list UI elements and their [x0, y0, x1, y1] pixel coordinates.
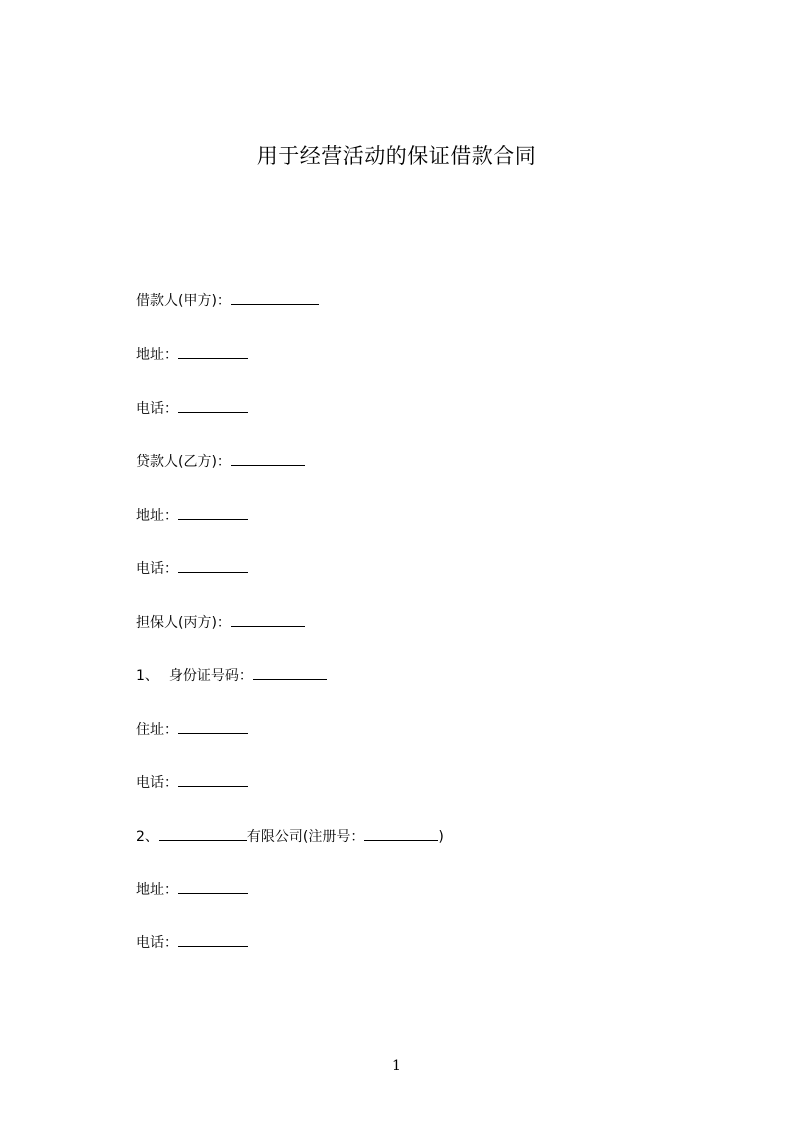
borrower-label: 借款人(甲方)： — [136, 293, 231, 309]
registration-number-blank — [364, 826, 438, 841]
company-phone-label: 电话： — [136, 935, 178, 951]
lender-phone-blank — [178, 558, 248, 573]
borrower-address-label: 地址： — [136, 347, 178, 363]
residence-blank — [178, 719, 248, 734]
guarantor-residence-line — [136, 719, 248, 740]
borrower-address-blank — [178, 344, 248, 359]
list-marker-1: 1、 — [136, 668, 159, 684]
company-address-line — [136, 879, 248, 900]
borrower-address-line — [136, 344, 248, 365]
lender-line — [136, 451, 305, 472]
company-label: 有限公司(注册号： — [246, 829, 365, 845]
borrower-blank — [231, 290, 319, 305]
lender-label: 贷款人(乙方)： — [136, 454, 231, 470]
closing-paren: ) — [438, 829, 444, 845]
guarantor-id-line — [136, 665, 327, 686]
lender-address-line — [136, 505, 248, 526]
company-address-label: 地址： — [136, 882, 178, 898]
guarantor-label: 担保人(丙方)： — [136, 615, 231, 631]
residence-label: 住址： — [136, 722, 178, 738]
guarantor-line — [136, 612, 305, 633]
guarantor-phone-label: 电话： — [136, 775, 178, 791]
lender-address-label: 地址： — [136, 508, 178, 524]
page-number: 1 — [392, 1058, 401, 1074]
borrower-phone-label: 电话： — [136, 401, 178, 417]
company-name-blank — [159, 826, 247, 841]
lender-blank — [231, 451, 305, 466]
lender-phone-label: 电话： — [136, 561, 178, 577]
lender-address-blank — [178, 505, 248, 520]
list-marker-2: 2、 — [136, 829, 159, 845]
document-title: 用于经营活动的保证借款合同 — [256, 144, 537, 168]
company-phone-line — [136, 932, 248, 953]
guarantor-phone-blank — [178, 772, 248, 787]
borrower-phone-blank — [178, 398, 248, 413]
company-phone-blank — [178, 932, 248, 947]
borrower-phone-line — [136, 398, 248, 419]
company-address-blank — [178, 879, 248, 894]
guarantor-phone-line — [136, 772, 248, 793]
borrower-line — [136, 290, 319, 311]
id-number-blank — [253, 665, 327, 680]
lender-phone-line — [136, 558, 248, 579]
company-line — [136, 826, 444, 847]
id-number-label: 身份证号码： — [168, 668, 253, 684]
guarantor-blank — [231, 612, 305, 627]
